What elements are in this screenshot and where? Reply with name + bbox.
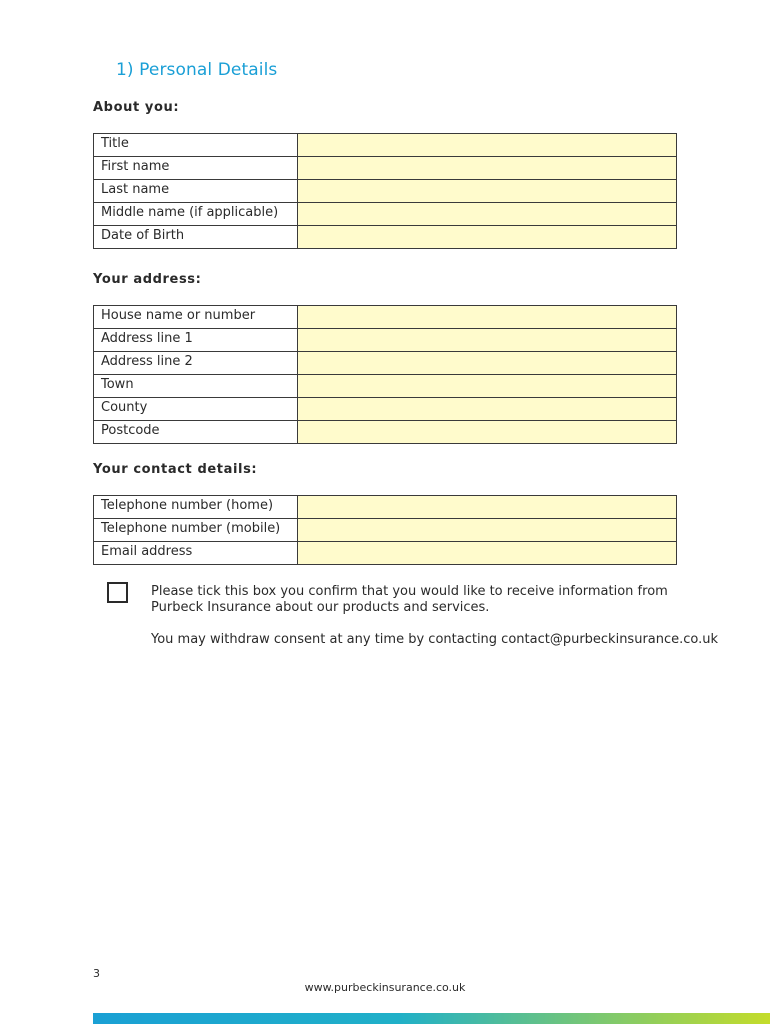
title-field[interactable] <box>298 134 676 156</box>
table-row <box>94 398 677 421</box>
address-line-1-label: Address line 1 <box>94 329 298 352</box>
table-row <box>94 352 677 375</box>
house-name-label: House name or number <box>94 306 298 329</box>
postcode-field[interactable] <box>298 421 676 443</box>
last-name-field[interactable] <box>298 180 676 202</box>
first-name-label: First name <box>94 157 298 180</box>
contact-table <box>93 495 677 565</box>
table-row <box>94 519 677 542</box>
middle-name-field[interactable] <box>298 203 676 225</box>
about-you-heading: About you: <box>93 100 180 115</box>
table-row <box>94 203 677 226</box>
section-title: 1) Personal Details <box>116 60 278 80</box>
telephone-mobile-field[interactable] <box>298 519 676 541</box>
footer-url: www.purbeckinsurance.co.uk <box>304 981 466 994</box>
telephone-home-field[interactable] <box>298 496 676 518</box>
footer-gradient-bar <box>93 1013 770 1024</box>
about-you-table <box>93 133 677 249</box>
date-of-birth-field[interactable] <box>298 226 676 248</box>
county-label: County <box>94 398 298 421</box>
address-line-1-field[interactable] <box>298 329 676 351</box>
consent-text-line-1: Please tick this box you confirm that you would like to receive information from <box>151 584 668 599</box>
town-field[interactable] <box>298 375 676 397</box>
withdraw-consent-text: You may withdraw consent at any time by contacting contact@purbeckinsurance.co.uk <box>151 632 719 647</box>
date-of-birth-label: Date of Birth <box>94 226 298 249</box>
postcode-label: Postcode <box>94 421 298 444</box>
house-name-field[interactable] <box>298 306 676 328</box>
table-row <box>94 542 677 565</box>
town-label: Town <box>94 375 298 398</box>
consent-text-line-2: Purbeck Insurance about our products and services. <box>151 600 490 615</box>
address-table <box>93 305 677 444</box>
table-row <box>94 496 677 519</box>
first-name-field[interactable] <box>298 157 676 179</box>
table-row <box>94 134 677 157</box>
middle-name-label: Middle name (if applicable) <box>94 203 298 226</box>
address-heading: Your address: <box>93 272 202 287</box>
county-field[interactable] <box>298 398 676 420</box>
address-line-2-field[interactable] <box>298 352 676 374</box>
email-address-label: Email address <box>94 542 298 565</box>
telephone-home-label: Telephone number (home) <box>94 496 298 519</box>
contact-heading: Your contact details: <box>93 462 258 477</box>
table-row <box>94 157 677 180</box>
email-address-field[interactable] <box>298 542 676 564</box>
table-row <box>94 421 677 444</box>
table-row <box>94 226 677 249</box>
table-row <box>94 180 677 203</box>
table-row <box>94 306 677 329</box>
address-line-2-label: Address line 2 <box>94 352 298 375</box>
title-label: Title <box>94 134 298 157</box>
consent-checkbox[interactable] <box>107 582 128 603</box>
table-row <box>94 329 677 352</box>
telephone-mobile-label: Telephone number (mobile) <box>94 519 298 542</box>
last-name-label: Last name <box>94 180 298 203</box>
table-row <box>94 375 677 398</box>
page-number: 3 <box>93 967 100 980</box>
